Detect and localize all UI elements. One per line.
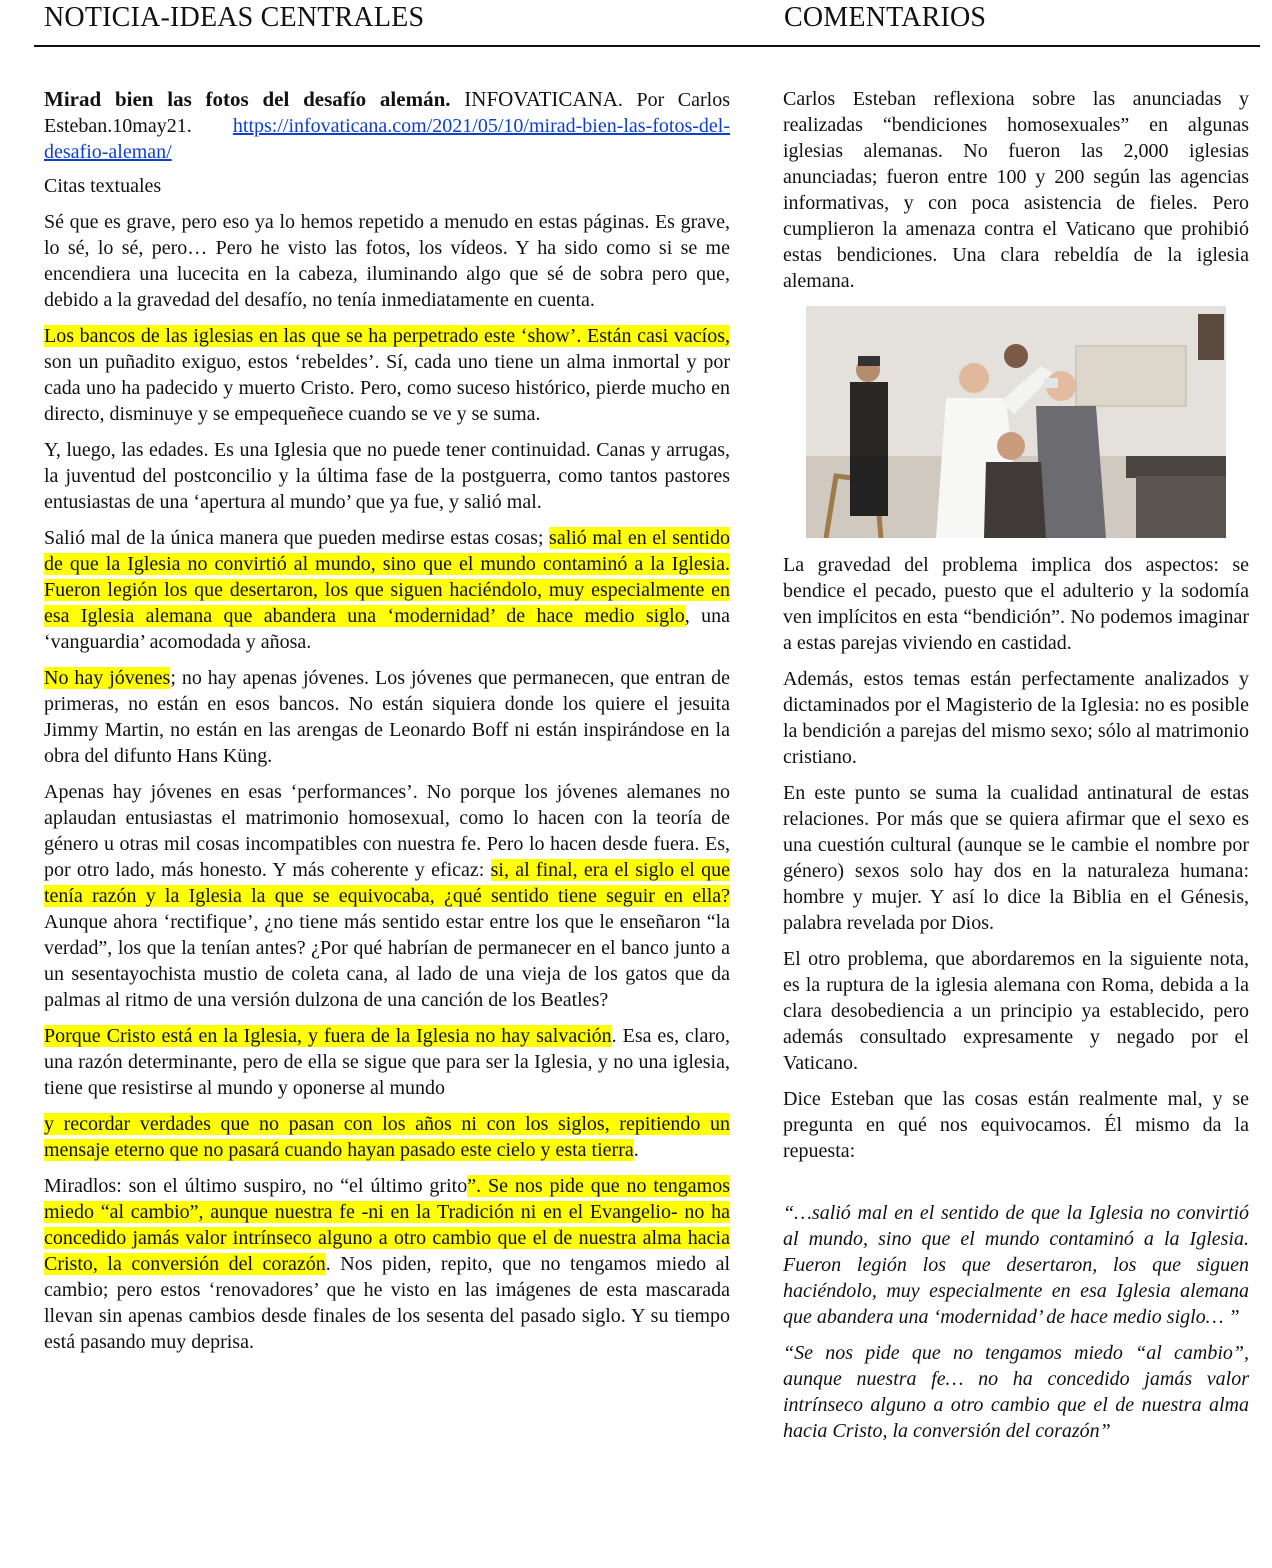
- article-title: Mirad bien las fotos del desafío alemán.: [44, 87, 451, 111]
- left-column-heading: NOTICIA-IDEAS CENTRALES: [44, 2, 425, 33]
- highlight: si, al final, era el siglo el que tenía razón y la Iglesia la que se equivocaba, ¿qué sentido tiene seguir en ella?: [44, 859, 730, 907]
- paragraph-3: Y, luego, las edades. Es una Iglesia que no puede tener continuidad. Canas y arrugas, la juventud del postconcilio y la última fase de la postguerra, como tantos pastores entusiastas de una ‘apertura al mundo’ que ya fue, y salió mal.: [44, 439, 730, 513]
- highlight: Fueron legión los que desertaron, los que siguen haciéndolo, muy especialmente en esa Iglesia alemana que abandera una ‘modernidad’ de hace medio siglo: [44, 579, 730, 627]
- comment-2: La gravedad del problema implica dos aspectos: se bendice el pecado, puesto que el adulterio y la sodomía ven implícitos en esta “bendición”. No podemos imaginar a estas parejas viviendo en castidad.: [783, 554, 1249, 654]
- header-divider: [34, 45, 1260, 47]
- paragraph-text: . Nos piden, repito, que no tengamos miedo al cambio; pero estos ‘renovadores’ que he visto en las imágenes de esta mascarada llevan sin apenas cambios desde finales de los sesenta del pasado siglo. Y su tiempo está pasando muy deprisa.: [44, 1253, 731, 1353]
- highlight: Los bancos de las iglesias en las que se ha perpetrado este ‘show’. Están casi vacíos,: [44, 325, 730, 347]
- paragraph-4: [44, 525, 730, 655]
- paragraph-text: .: [633, 1139, 639, 1161]
- highlight: salió mal en el sentido de que la Iglesia no convirtió al mundo, sino que el mundo contaminó a la Iglesia.: [44, 527, 730, 575]
- paragraph-text: ; no hay apenas jóvenes. Los jóvenes que permanecen, que entran de primeras, no están en esos bancos. No están siquiera donde los quiere el jesuita Jimmy Martin, no están en las arengas de Leonardo Boff ni están inspirándose en la obra del difunto Hans Küng.: [44, 667, 730, 767]
- article-link[interactable]: https://infovaticana.com/2021/05/10/mirad-bien-las-fotos-del-desafio-aleman/: [44, 115, 730, 163]
- paragraph-2: [44, 323, 730, 427]
- paragraph-9: [44, 1173, 730, 1355]
- paragraph-7: [44, 1023, 730, 1101]
- paragraph-text: son un puñadito exiguo, estos ‘rebeldes’. Sí, cada uno tiene un alma inmortal y por cada uno ha padecido y muerto Cristo. Pero, como suceso histórico, pierde mucho en directo, disminuye y se empequeñece cuando se ve y se suma.: [44, 351, 730, 425]
- paragraph-1: Sé que es grave, pero eso ya lo hemos repetido a menudo en estas páginas. Es grave, lo sé, lo sé, pero… Pero he visto las fotos, los vídeos. Y ha sido como si se me encendiera una lucecita en la cabeza, iluminando algo que sé de sobra pero que, debido a la gravedad del desafío, no tenía inmediatamente en cuenta.: [44, 211, 730, 311]
- right-column-heading: COMENTARIOS: [784, 2, 987, 33]
- paragraph-text: . Esa es, claro, una razón determinante, pero de ella se sigue que para ser la Iglesia, y no una iglesia, tiene que resistirse al mundo y oponerse al mundo: [44, 1025, 730, 1099]
- paragraph-8: [44, 1111, 730, 1163]
- citas-label: Citas textuales: [44, 175, 162, 197]
- paragraph-text: Apenas hay jóvenes en esas ‘performances’. No porque los jóvenes alemanes no aplaudan entusiastas el matrimonio homosexual, como lo hacen con la teoría de género u otras mil cosas incompatibles con nuestra fe. Pero lo hacen desde fuera. Es, por otro lado, más honesto. Y más coherente y eficaz:: [44, 781, 730, 881]
- paragraph-text: , una ‘vanguardia’ acomodada y añosa.: [44, 605, 730, 653]
- blessing-photo-illustration: [806, 306, 1226, 538]
- highlight: ”. Se nos pide que no tengamos miedo “al cambio”, aunque nuestra fe -ni en la Tradición ni en el Evangelio- no ha concedido jamás valor intrínseco alguno a otro cambio que el de nuestra alma hacia Cristo, la conversión del corazón: [44, 1175, 731, 1275]
- comment-4: En este punto se suma la cualidad antinatural de estas relaciones. Por más que se quiera afirmar que el sexo es una cuestión cultural (aunque se le cambie el nombre por género) sexos solo hay dos en la naturaleza humana: hombre y mujer. Y así lo dice la Biblia en el Génesis, palabra revelada por Dios.: [783, 782, 1249, 934]
- article-citation: [44, 86, 730, 165]
- highlight: y recordar verdades que no pasan con los años ni con los siglos, repitiendo un mensaje eterno que no pasará cuando hayan pasado este cielo y esta tierra: [44, 1113, 730, 1161]
- news-column: [44, 86, 730, 1355]
- blessing-photo: [806, 306, 1226, 538]
- article-source: INFOVATICANA: [450, 87, 618, 111]
- paragraph-text: Miradlos: son el último suspiro, no “el último grito: [44, 1175, 468, 1197]
- comment-3: Además, estos temas están perfectamente analizados y dictaminados por el Magisterio de la Iglesia: no es posible la bendición a parejas del mismo sexo; sólo al matrimonio cristiano.: [783, 668, 1250, 768]
- quote-1: “…salió mal en el sentido de que la Iglesia no convirtió al mundo, sino que el mundo contaminó a la Iglesia. Fueron legión los que desertaron, los que siguen haciéndolo, muy especialmente en esa Iglesia alemana que abandera una ‘modernidad’ de hace medio siglo… ”: [783, 1202, 1249, 1328]
- comment-5: El otro problema, que abordaremos en la siguiente nota, es la ruptura de la iglesia alemana con Roma, debida a la clara desobediencia a un principio ya establecido, pero además consultado expresamente y negado por el Vaticano.: [783, 948, 1249, 1074]
- paragraph-5: [44, 665, 730, 769]
- paragraph-text: Aunque ahora ‘rectifique’, ¿no tiene más sentido estar entre los que le enseñaron “la verdad”, los que la tenían antes? ¿Por qué habrían de permanecer en el banco junto a un sesentayochista mustio de coleta cana, al lado de una vieja de los gatos que da palmas al ritmo de una versión dulzona de una canción de los Beatles?: [44, 911, 730, 1011]
- quote-2: “Se nos pide que no tengamos miedo “al cambio”, aunque nuestra fe… no ha concedido jamás valor intrínseco alguno a otro cambio que el de nuestra alma hacia Cristo, la conversión del corazón”: [783, 1342, 1249, 1442]
- paragraph-6: [44, 779, 730, 1013]
- comment-6: Dice Esteban que las cosas están realmente mal, y se pregunta en qué nos equivocamos. Él mismo da la repuesta:: [783, 1088, 1249, 1162]
- paragraph-text: Salió mal de la única manera que pueden medirse estas cosas;: [44, 527, 550, 549]
- article-byline: . Por Carlos Esteban.10may21.: [44, 89, 731, 137]
- highlight: Porque Cristo está en la Iglesia, y fuera de la Iglesia no hay salvación: [44, 1025, 612, 1047]
- comment-1: Carlos Esteban reflexiona sobre las anunciadas y realizadas “bendiciones homosexuales” en algunas iglesias alemanas. No fueron las 2,000 iglesias anunciadas; fueron entre 100 y 200 según las agencias informativas, y con poca asistencia de fieles. Pero cumplieron la amenaza contra el Vaticano que prohibió estas bendiciones. Una clara rebeldía de la iglesia alemana.: [783, 88, 1249, 292]
- highlight: No hay jóvenes: [44, 667, 171, 689]
- comments-column: [783, 86, 1249, 1444]
